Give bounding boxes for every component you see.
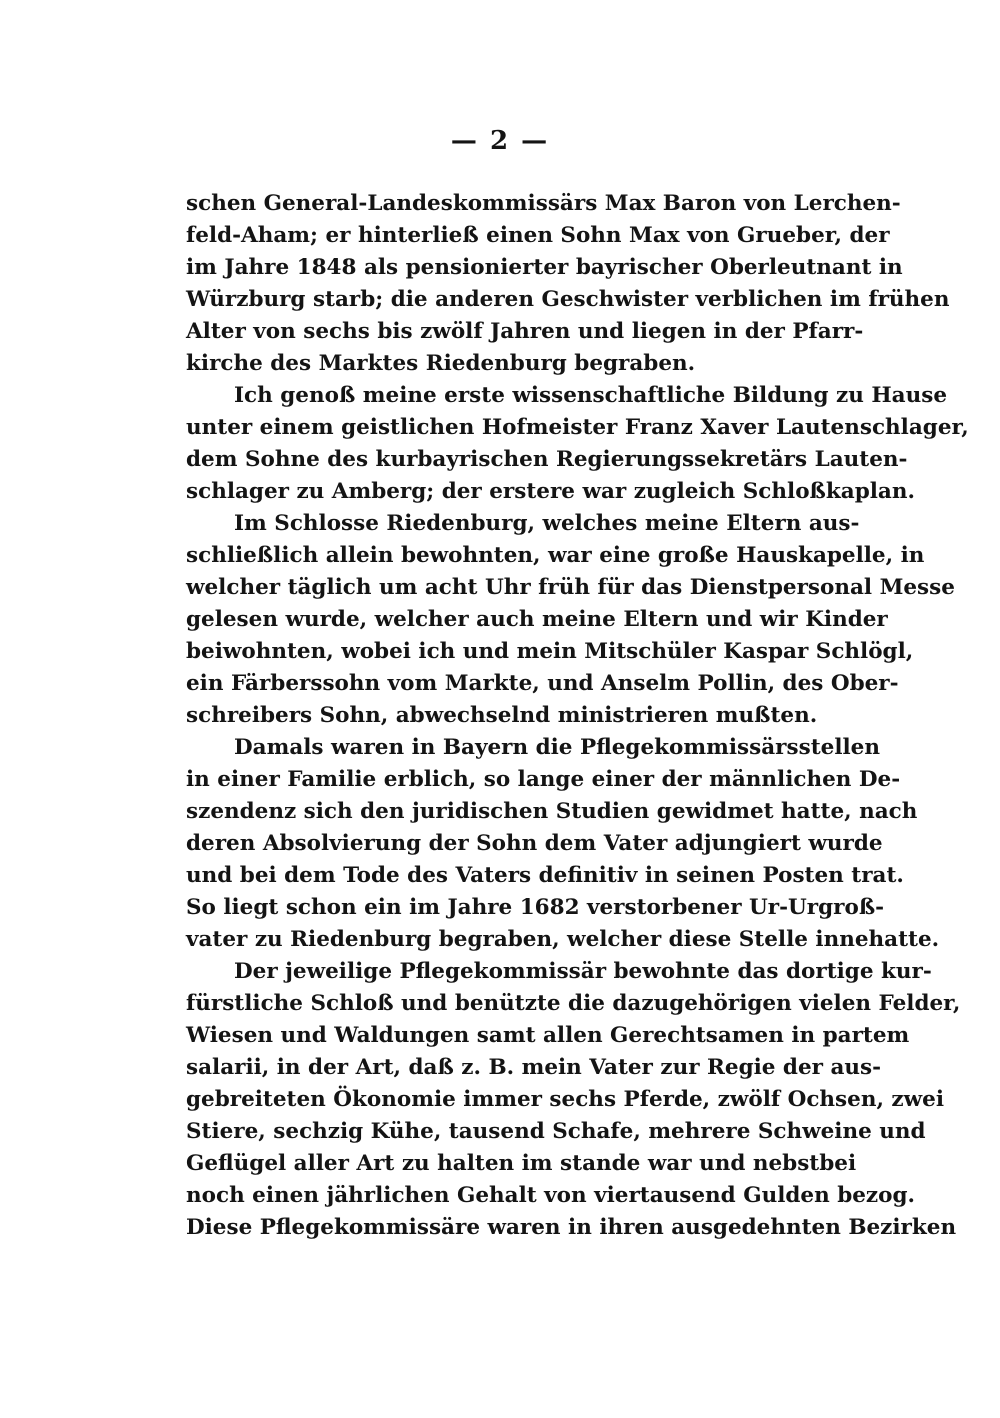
- text-line: deren Absolvierung der Sohn dem Vater adjungiert wurde: [186, 831, 883, 856]
- text-line: Der jeweilige Pflegekommissär bewohnte das dortige kur-: [234, 959, 932, 984]
- text-line: ein Färberssohn vom Markte, und Anselm Pollin, des Ober-: [186, 671, 899, 696]
- text-line: schen General-Landeskommissärs Max Baron von Lerchen-: [186, 191, 901, 216]
- text-line: Wiesen und Waldungen samt allen Gerechtsamen in partem: [186, 1023, 910, 1048]
- text-line: vater zu Riedenburg begraben, welcher diese Stelle innehatte.: [186, 927, 940, 952]
- text-line: unter einem geistlichen Hofmeister Franz Xaver Lautenschlager,: [186, 415, 969, 440]
- text-line: Diese Pflegekommissäre waren in ihren ausgedehnten Bezirken: [186, 1215, 957, 1240]
- text-line: welcher täglich um acht Uhr früh für das Dienstpersonal Messe: [186, 575, 955, 600]
- text-line: Geflügel aller Art zu halten im stande war und nebstbei: [186, 1151, 857, 1176]
- text-line: szendenz sich den juridischen Studien gewidmet hatte, nach: [186, 799, 918, 824]
- text-line: Würzburg starb; die anderen Geschwister verblichen im frühen: [186, 287, 950, 312]
- text-line: salarii, in der Art, daß z. B. mein Vater zur Regie der aus-: [186, 1055, 882, 1080]
- page-number: — 2 —: [450, 126, 550, 156]
- text-line: schlager zu Amberg; der erstere war zugleich Schloßkaplan.: [186, 479, 915, 504]
- text-line: fürstliche Schloß und benützte die dazugehörigen vielen Felder,: [186, 991, 961, 1016]
- text-line: im Jahre 1848 als pensionierter bayrischer Oberleutnant in: [186, 255, 903, 280]
- text-line: Damals waren in Bayern die Pflegekommissärsstellen: [234, 735, 880, 760]
- text-line: beiwohnten, wobei ich und mein Mitschüler Kaspar Schlögl,: [186, 639, 914, 664]
- text-line: Im Schlosse Riedenburg, welches meine Eltern aus-: [234, 511, 860, 536]
- text-line: gelesen wurde, welcher auch meine Eltern und wir Kinder: [186, 607, 888, 632]
- text-line: Ich genoß meine erste wissenschaftliche Bildung zu Hause: [234, 383, 948, 408]
- text-line: dem Sohne des kurbayrischen Regierungssekretärs Lauten-: [186, 447, 908, 472]
- text-line: Stiere, sechzig Kühe, tausend Schafe, mehrere Schweine und: [186, 1119, 926, 1144]
- text-line: Alter von sechs bis zwölf Jahren und liegen in der Pfarr-: [186, 319, 864, 344]
- text-line: und bei dem Tode des Vaters definitiv in seinen Posten trat.: [186, 863, 904, 888]
- text-line: kirche des Marktes Riedenburg begraben.: [186, 351, 696, 376]
- text-line: So liegt schon ein im Jahre 1682 verstorbener Ur-Urgroß-: [186, 895, 885, 920]
- body-text: [186, 188, 969, 1244]
- text-line: schreibers Sohn, abwechselnd ministrieren mußten.: [186, 703, 818, 728]
- text-line: noch einen jährlichen Gehalt von viertausend Gulden bezog.: [186, 1183, 915, 1208]
- text-line: in einer Familie erblich, so lange einer der männlichen De-: [186, 767, 901, 792]
- text-line: feld-Aham; er hinterließ einen Sohn Max von Grueber, der: [186, 223, 890, 248]
- text-line: schließlich allein bewohnten, war eine große Hauskapelle, in: [186, 543, 925, 568]
- text-line: gebreiteten Ökonomie immer sechs Pferde, zwölf Ochsen, zwei: [186, 1087, 944, 1112]
